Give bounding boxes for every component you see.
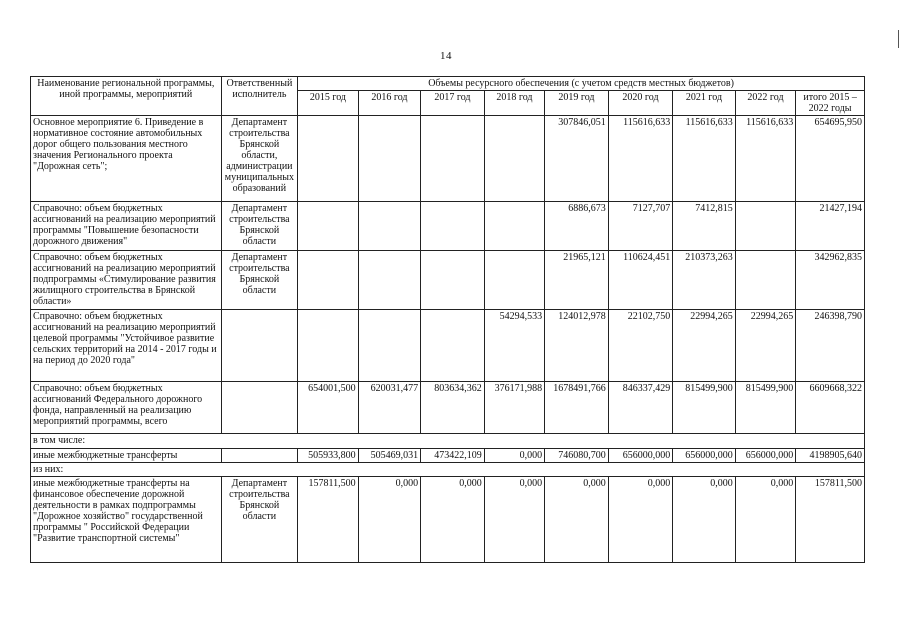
- row-name: иные межбюджетные трансферты на финансовое обеспечение дорожной деятельности в рамках подпрограммы "Дорожное хозяйство" государственной программы " Российской Федерации "Развитие транспортной системы": [31, 477, 222, 563]
- header-year-2017: 2017 год: [421, 91, 485, 116]
- cell-2015: 654001,500: [298, 382, 358, 434]
- cell-2017: 803634,362: [421, 382, 485, 434]
- page-number: 14: [440, 50, 452, 62]
- row-executor: Департамент строительства Брянской области: [221, 251, 298, 310]
- cell-2017: 0,000: [421, 477, 485, 563]
- cell-2016: [358, 251, 421, 310]
- edge-mark: [898, 30, 899, 48]
- cell-2019: 124012,978: [545, 310, 609, 382]
- table-row: [31, 382, 865, 434]
- row-executor: [221, 382, 298, 434]
- resources-table: [30, 76, 865, 563]
- cell-2020: 656000,000: [608, 449, 673, 463]
- cell-2015: [298, 116, 358, 202]
- header-year-2016: 2016 год: [358, 91, 421, 116]
- cell-total: 6609668,322: [796, 382, 865, 434]
- header-name: Наименование региональной программы, иной программы, мероприятий: [31, 77, 222, 116]
- cell-2016: 620031,477: [358, 382, 421, 434]
- cell-2016: [358, 310, 421, 382]
- header-executor: Ответственный исполнитель: [221, 77, 298, 116]
- table-row: [31, 463, 865, 477]
- cell-2019: 1678491,766: [545, 382, 609, 434]
- cell-2019: 6886,673: [545, 202, 609, 251]
- header-total: итого 2015 – 2022 годы: [796, 91, 865, 116]
- cell-2017: [421, 116, 485, 202]
- header-year-2021: 2021 год: [673, 91, 736, 116]
- header-year-2018: 2018 год: [484, 91, 544, 116]
- cell-2015: 157811,500: [298, 477, 358, 563]
- row-name: Справочно: объем бюджетных ассигнований Федерального дорожного фонда, направленный на реализацию мероприятий программы, всего: [31, 382, 222, 434]
- cell-total: 246398,790: [796, 310, 865, 382]
- row-name: Справочно: объем бюджетных ассигнований на реализацию мероприятий целевой программы "Устойчивое развитие сельских территорий на 2014 - 2017 годы и на период до 2020 года": [31, 310, 222, 382]
- cell-2022: 815499,900: [735, 382, 795, 434]
- row-executor: [221, 310, 298, 382]
- row-executor: Департамент строительства Брянской области, администрации муниципальных образований: [221, 116, 298, 202]
- cell-2021: 210373,263: [673, 251, 736, 310]
- table-row: [31, 449, 865, 463]
- cell-2020: 110624,451: [608, 251, 673, 310]
- cell-2018: [484, 116, 544, 202]
- transfers-executor: [221, 449, 298, 463]
- cell-2020: 22102,750: [608, 310, 673, 382]
- cell-total: 4198905,640: [796, 449, 865, 463]
- cell-2016: 505469,031: [358, 449, 421, 463]
- cell-2021: 22994,265: [673, 310, 736, 382]
- cell-2021: 7412,815: [673, 202, 736, 251]
- cell-2018: [484, 251, 544, 310]
- table-row: [31, 116, 865, 202]
- header-year-2020: 2020 год: [608, 91, 673, 116]
- cell-2016: 0,000: [358, 477, 421, 563]
- header-year-2019: 2019 год: [545, 91, 609, 116]
- cell-2015: [298, 202, 358, 251]
- cell-2017: 473422,109: [421, 449, 485, 463]
- cell-2022: 656000,000: [735, 449, 795, 463]
- cell-2018: 0,000: [484, 477, 544, 563]
- cell-2017: [421, 251, 485, 310]
- cell-2021: 0,000: [673, 477, 736, 563]
- in-that-number-label: в том числе:: [31, 434, 865, 449]
- cell-2020: 115616,633: [608, 116, 673, 202]
- transfers-name: иные межбюджетные трансферты: [31, 449, 222, 463]
- cell-2016: [358, 116, 421, 202]
- cell-2019: 746080,700: [545, 449, 609, 463]
- row-executor: Департамент строительства Брянской области: [221, 477, 298, 563]
- row-name: Справочно: объем бюджетных ассигнований на реализацию мероприятий программы "Повышение безопасности дорожного движения": [31, 202, 222, 251]
- table-row: [31, 310, 865, 382]
- cell-total: 157811,500: [796, 477, 865, 563]
- cell-2021: 815499,900: [673, 382, 736, 434]
- cell-2018: 376171,988: [484, 382, 544, 434]
- cell-2020: 0,000: [608, 477, 673, 563]
- cell-2022: 115616,633: [735, 116, 795, 202]
- table-row: [31, 251, 865, 310]
- header-year-2015: 2015 год: [298, 91, 358, 116]
- cell-2019: 307846,051: [545, 116, 609, 202]
- cell-2018: [484, 202, 544, 251]
- cell-2020: 7127,707: [608, 202, 673, 251]
- cell-2021: 656000,000: [673, 449, 736, 463]
- table-row: [31, 434, 865, 449]
- cell-total: 342962,835: [796, 251, 865, 310]
- cell-2022: [735, 251, 795, 310]
- cell-2015: [298, 310, 358, 382]
- cell-2015: [298, 251, 358, 310]
- cell-2016: [358, 202, 421, 251]
- cell-2018: 0,000: [484, 449, 544, 463]
- row-name: Основное мероприятие 6. Приведение в нормативное состояние автомобильных дорог общего пользования местного значения Регионального проекта "Дорожная сеть";: [31, 116, 222, 202]
- cell-2018: 54294,533: [484, 310, 544, 382]
- of-them-label: из них:: [31, 463, 865, 477]
- cell-2020: 846337,429: [608, 382, 673, 434]
- table-row: [31, 477, 865, 563]
- cell-2017: [421, 202, 485, 251]
- header-volumes: Объемы ресурсного обеспечения (с учетом средств местных бюджетов): [298, 77, 865, 91]
- cell-2019: 21965,121: [545, 251, 609, 310]
- cell-2017: [421, 310, 485, 382]
- row-name: Справочно: объем бюджетных ассигнований на реализацию мероприятий подпрограммы «Стимулирование развития жилищного строительства в Брянской области»: [31, 251, 222, 310]
- row-executor: Департамент строительства Брянской области: [221, 202, 298, 251]
- cell-2019: 0,000: [545, 477, 609, 563]
- cell-2022: [735, 202, 795, 251]
- cell-total: 21427,194: [796, 202, 865, 251]
- cell-2022: 0,000: [735, 477, 795, 563]
- header-year-2022: 2022 год: [735, 91, 795, 116]
- table-row: [31, 202, 865, 251]
- cell-total: 654695,950: [796, 116, 865, 202]
- cell-2015: 505933,800: [298, 449, 358, 463]
- cell-2022: 22994,265: [735, 310, 795, 382]
- cell-2021: 115616,633: [673, 116, 736, 202]
